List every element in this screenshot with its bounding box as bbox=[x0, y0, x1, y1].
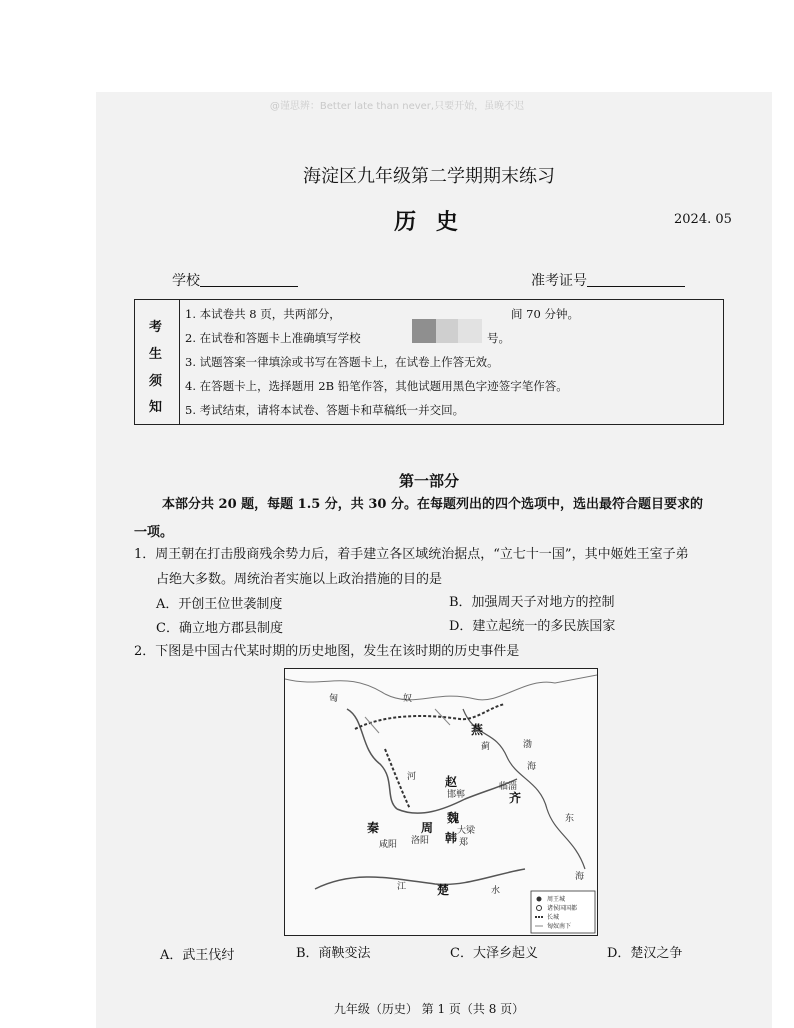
school-label: 学校 bbox=[172, 273, 200, 289]
notice-item-3: 3. 试题答案一律填涂或书写在答题卡上，在试卷上作答无效。 bbox=[185, 355, 499, 369]
map-label: 渤 bbox=[523, 740, 533, 750]
legend-label: 周王城 bbox=[547, 896, 566, 903]
q1-option-b[interactable]: B．加强周天子对地方的控制 bbox=[449, 595, 615, 610]
notice-heading-char: 考 bbox=[149, 320, 163, 335]
q1-option-c[interactable]: C．确立地方郡县制度 bbox=[156, 621, 283, 636]
map-label: 郑 bbox=[459, 838, 469, 848]
map-label: 匈 bbox=[329, 694, 339, 704]
notice-box bbox=[134, 299, 724, 425]
map-state-zhao: 赵 bbox=[445, 775, 458, 789]
legend-capital-symbol bbox=[537, 897, 542, 902]
map-label: 海 bbox=[527, 762, 537, 772]
map-state-qin: 秦 bbox=[367, 821, 380, 835]
notice-item-1-tail: 间 70 分钟。 bbox=[511, 307, 579, 321]
q1-stem-line2: 占绝大多数。周统治者实施以上政治措施的目的是 bbox=[156, 572, 443, 587]
subject-title: 历 史 bbox=[394, 209, 464, 235]
q1-stem-line1: 1．周王朝在打击殷商残余势力后，着手建立各区域统治据点，“立七十一国”，其中姬姓王室子弟 bbox=[134, 547, 689, 562]
notice-heading-char: 生 bbox=[149, 347, 163, 362]
page-footer: 九年级（历史） 第 1 页（共 8 页） bbox=[333, 1002, 525, 1016]
invasion-arrow bbox=[435, 709, 450, 725]
map-label: 蓟 bbox=[481, 742, 491, 752]
map-label: 水 bbox=[491, 886, 501, 896]
exam-date: 2024. 05 bbox=[674, 212, 732, 227]
map-state-qi: 齐 bbox=[509, 791, 522, 805]
q2-stem: 2．下图是中国古代某时期的历史地图，发生在该时期的历史事件是 bbox=[134, 644, 520, 659]
q2-option-a[interactable]: A．武王伐纣 bbox=[160, 948, 235, 963]
legend-label: 诸侯国国都 bbox=[547, 905, 578, 912]
map-label: 江 bbox=[397, 882, 407, 892]
notice-item-2-tail: 号。 bbox=[487, 331, 510, 345]
map-label: 海 bbox=[575, 872, 585, 882]
map-label: 临淄 bbox=[499, 782, 518, 792]
notice-heading-char: 知 bbox=[149, 400, 163, 415]
map-state-chu: 楚 bbox=[437, 883, 450, 897]
exam-title: 海淀区九年级第二学期期末练习 bbox=[303, 166, 555, 187]
map-label: 河 bbox=[407, 772, 417, 782]
notice-item-1: 1. 本试卷共 8 页，共两部分， bbox=[185, 307, 341, 321]
map-label: 洛阳 bbox=[411, 836, 430, 846]
map-state-yan: 燕 bbox=[471, 723, 484, 737]
map-label: 奴 bbox=[403, 694, 413, 704]
notice-heading-char: 须 bbox=[149, 374, 163, 389]
part1-intro-line2: 一项。 bbox=[134, 525, 174, 540]
id-label: 准考证号 bbox=[531, 273, 587, 289]
historical-map bbox=[284, 668, 598, 936]
map-label: 咸阳 bbox=[379, 840, 398, 850]
part1-intro-line1: 本部分共 20 题，每题 1.5 分，共 30 分。在每题列出的四个选项中，选出最符合题目要求的 bbox=[162, 497, 703, 512]
redaction-block bbox=[412, 319, 482, 343]
map-state-han: 韩 bbox=[445, 831, 458, 845]
q1-option-a[interactable]: A．开创王位世袭制度 bbox=[156, 597, 283, 612]
map-label: 大梁 bbox=[457, 826, 476, 836]
map-state-zhou: 周 bbox=[421, 821, 434, 835]
invasion-arrow bbox=[365, 717, 379, 733]
legend-label: 长城 bbox=[547, 914, 560, 921]
map-label: 邯郸 bbox=[447, 790, 466, 800]
q2-option-c[interactable]: C．大泽乡起义 bbox=[450, 946, 538, 961]
notice-heading bbox=[135, 300, 180, 424]
legend-label: 匈奴南下 bbox=[547, 923, 572, 930]
q2-option-d[interactable]: D．楚汉之争 bbox=[607, 946, 683, 961]
part1-title: 第一部分 bbox=[398, 472, 459, 490]
map-state-wei: 魏 bbox=[447, 811, 460, 825]
notice-item-5: 5. 考试结束，请将本试卷、答题卡和草稿纸一并交回。 bbox=[185, 403, 465, 417]
watermark: @谨思辨：Better late than never,只要开始，虽晚不迟 bbox=[269, 101, 525, 112]
school-line[interactable] bbox=[200, 286, 298, 287]
notice-item-2: 2. 在试卷和答题卡上准确填写学校 bbox=[185, 331, 361, 345]
q2-option-b[interactable]: B．商鞅变法 bbox=[296, 946, 371, 961]
map-label: 东 bbox=[565, 814, 575, 824]
q1-option-d[interactable]: D．建立起统一的多民族国家 bbox=[449, 619, 616, 634]
notice-item-4: 4. 在答题卡上，选择题用 2B 铅笔作答，其他试题用黑色字迹签字笔作答。 bbox=[185, 379, 568, 393]
id-line[interactable] bbox=[587, 286, 685, 287]
